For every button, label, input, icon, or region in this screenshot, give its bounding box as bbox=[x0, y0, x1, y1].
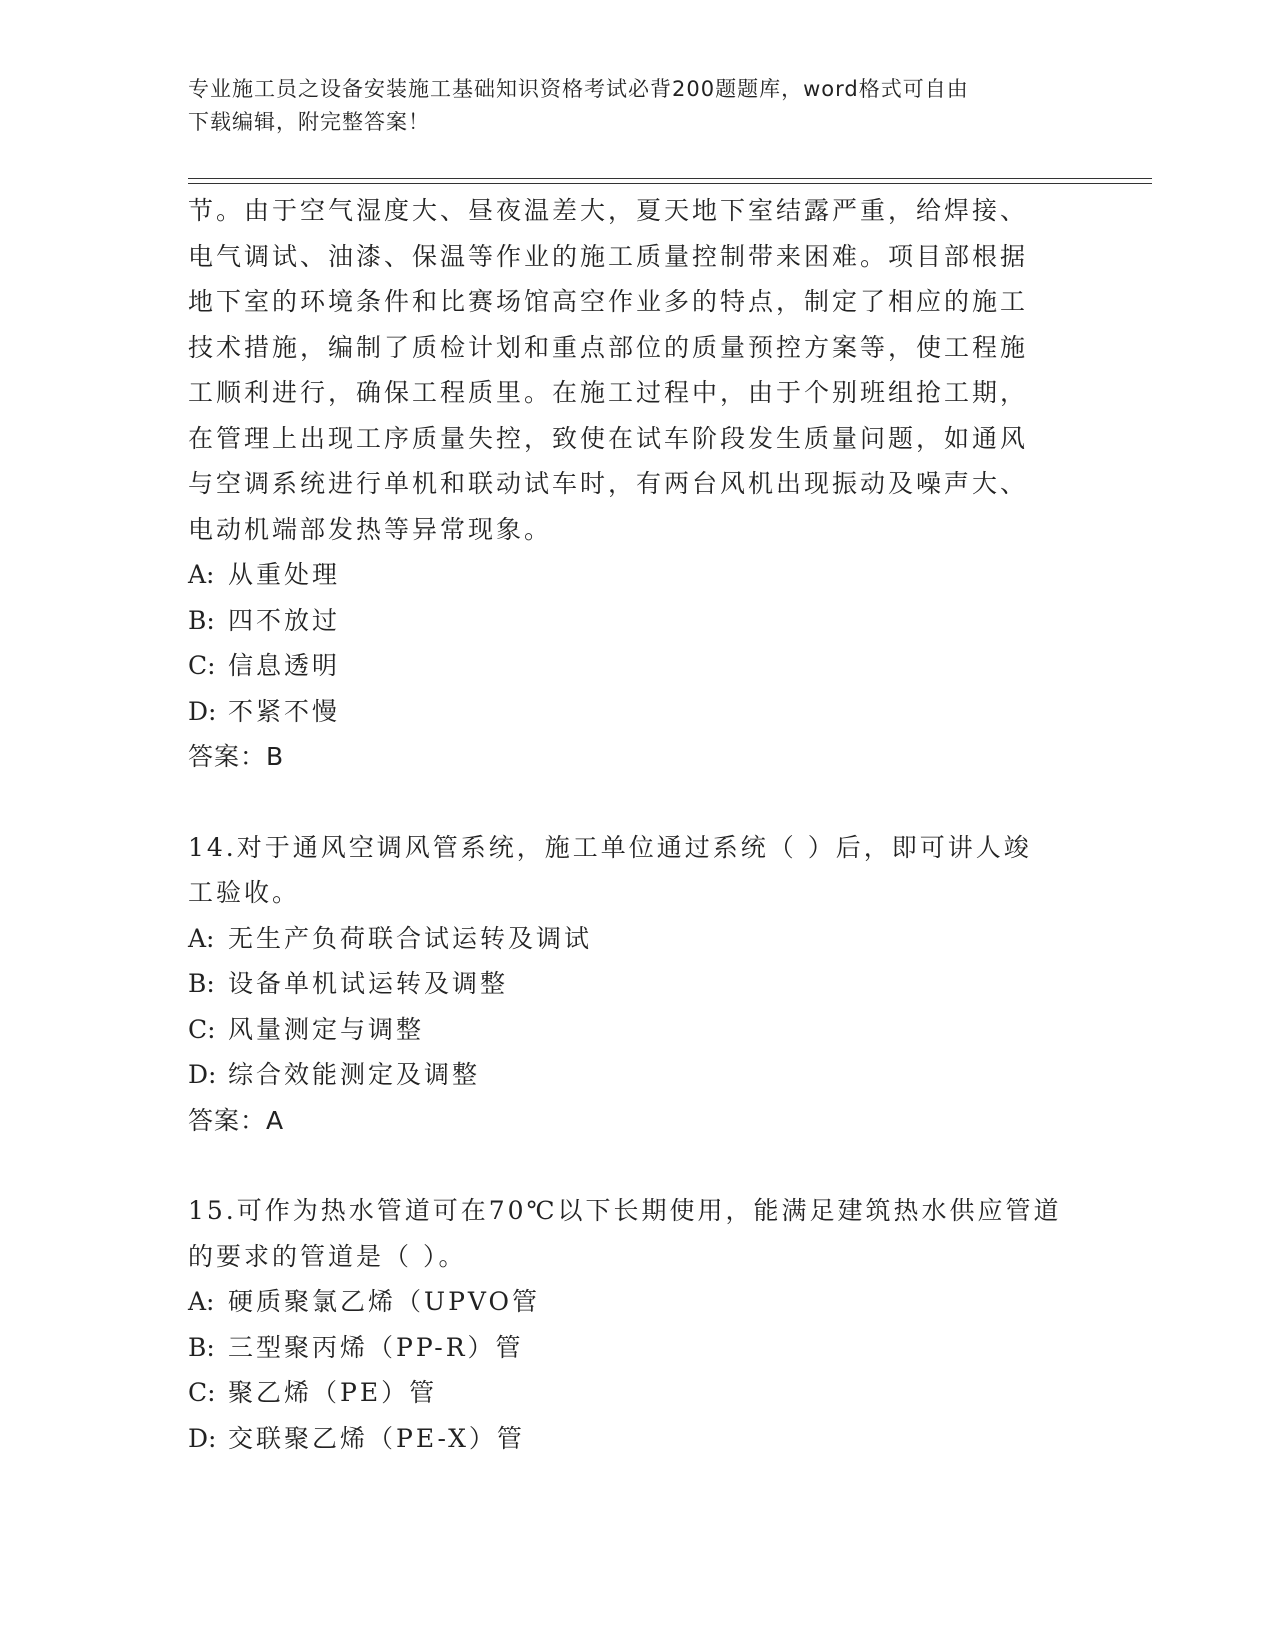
question-14-text-line: 工验收。 bbox=[188, 878, 301, 907]
option-letter: D: bbox=[188, 696, 217, 726]
question-15-option-d bbox=[188, 1416, 1088, 1462]
question-13-option-a bbox=[188, 552, 1088, 598]
question-14-option-d bbox=[188, 1052, 1088, 1098]
option-letter: A: bbox=[188, 1287, 215, 1316]
question-15-option-b bbox=[188, 1325, 1088, 1371]
option-text: 信息透明 bbox=[228, 651, 341, 680]
header-rule-bottom bbox=[188, 183, 1152, 184]
option-text: 三型聚丙烯（PP-R）管 bbox=[228, 1332, 524, 1362]
question-13-text-line: 电气调试、油漆、保温等作业的施工质量控制带来困难。项目部根据 bbox=[188, 241, 1029, 271]
question-13-text-line: 在管理上出现工序质量失控，致使在试车阶段发生质量问题，如通风 bbox=[188, 423, 1029, 453]
question-13-text-line: 工顺利进行，确保工程质里。在施工过程中，由于个别班组抢工期， bbox=[188, 378, 1029, 407]
option-text: 聚乙烯（PE）管 bbox=[228, 1378, 438, 1407]
question-14-option-c bbox=[188, 1007, 1088, 1053]
question-15-text-line: 15.可作为热水管道可在70℃以下长期使用，能满足建筑热水供应管道 bbox=[188, 1196, 1062, 1225]
option-letter: B: bbox=[188, 605, 215, 635]
option-text: 硬质聚氯乙烯（UPVO管 bbox=[228, 1287, 541, 1316]
question-14-text-line: 14.对于通风空调风管系统，施工单位通过系统（ ）后，即可讲人竣 bbox=[188, 832, 1032, 862]
question-15 bbox=[188, 1188, 1088, 1461]
option-text: 风量测定与调整 bbox=[228, 1014, 425, 1044]
question-13-option-b bbox=[188, 598, 1088, 644]
question-14-answer: 答案：A bbox=[188, 1105, 285, 1135]
question-14-option-b bbox=[188, 961, 1088, 1007]
option-text: 综合效能测定及调整 bbox=[228, 1060, 481, 1089]
option-letter: C: bbox=[188, 651, 216, 680]
question-spacer bbox=[188, 780, 1088, 825]
header-title-line-1: 专业施工员之设备安装施工基础知识资格考试必背200题题库，word格式可自由 bbox=[188, 77, 969, 101]
question-13-text-line: 节。由于空气湿度大、昼夜温差大，夏天地下室结露严重，给焊接、 bbox=[188, 196, 1029, 225]
option-letter: D: bbox=[188, 1423, 217, 1453]
option-letter: C: bbox=[188, 1378, 216, 1407]
question-13-option-c bbox=[188, 643, 1088, 689]
question-14-option-a bbox=[188, 916, 1088, 962]
option-letter: D: bbox=[188, 1060, 217, 1089]
option-letter: B: bbox=[188, 969, 215, 998]
option-text: 不紧不慢 bbox=[228, 696, 341, 726]
option-letter: A: bbox=[188, 560, 215, 589]
option-letter: A: bbox=[188, 923, 215, 953]
option-text: 从重处理 bbox=[228, 560, 341, 589]
header-rule-top bbox=[188, 178, 1152, 179]
question-15-option-c bbox=[188, 1370, 1088, 1416]
option-text: 无生产负荷联合试运转及调试 bbox=[228, 923, 593, 953]
page-header bbox=[188, 73, 1088, 139]
question-spacer bbox=[188, 1143, 1088, 1188]
option-text: 交联聚乙烯（PE-X）管 bbox=[228, 1423, 525, 1453]
question-13-option-d bbox=[188, 689, 1088, 735]
option-text: 四不放过 bbox=[228, 605, 341, 635]
option-text: 设备单机试运转及调整 bbox=[228, 969, 509, 998]
question-15-option-a bbox=[188, 1279, 1088, 1325]
question-13-text-line: 地下室的环境条件和比赛场馆高空作业多的特点，制定了相应的施工 bbox=[188, 287, 1029, 316]
option-letter: C: bbox=[188, 1014, 216, 1044]
question-15-text-line: 的要求的管道是（ ）。 bbox=[188, 1241, 467, 1271]
header-title-line-2: 下载编辑，附完整答案！ bbox=[188, 110, 430, 134]
question-13-answer: 答案：B bbox=[188, 742, 285, 771]
question-content bbox=[188, 188, 1088, 1461]
question-13-text-line: 电动机端部发热等异常现象。 bbox=[188, 514, 553, 544]
question-14 bbox=[188, 825, 1088, 1144]
question-13-text-line: 技术措施，编制了质检计划和重点部位的质量预控方案等，使工程施 bbox=[188, 332, 1029, 362]
option-letter: B: bbox=[188, 1332, 215, 1362]
question-13 bbox=[188, 188, 1088, 780]
question-13-text-line: 与空调系统进行单机和联动试车时，有两台风机出现振动及噪声大、 bbox=[188, 469, 1029, 498]
